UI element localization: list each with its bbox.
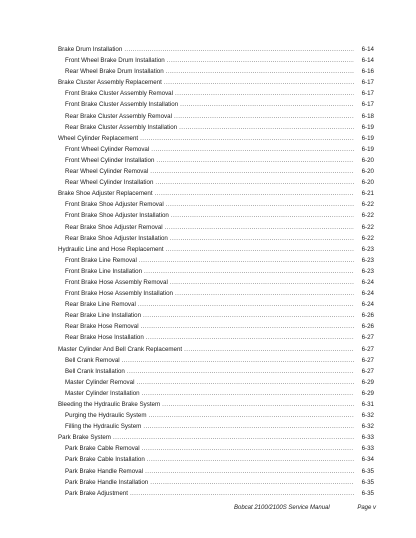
- toc-entry-page: 6-22: [361, 212, 374, 220]
- toc-entry[interactable]: [58, 55, 374, 66]
- toc-dot-leader: [122, 355, 354, 366]
- toc-entry-title: Park Brake Cable Installation: [65, 456, 145, 464]
- toc-entry-title: Master Cylinder Installation: [65, 389, 140, 397]
- toc-entry-title: Rear Brake Cluster Assembly Removal: [65, 112, 172, 120]
- toc-entry-page: 6-29: [361, 378, 374, 386]
- toc-entry-title: Park Brake Handle Installation: [65, 478, 149, 486]
- toc-entry[interactable]: [58, 244, 374, 255]
- toc-entry[interactable]: [58, 77, 374, 88]
- page-footer: [0, 505, 416, 517]
- toc-entry-title: Rear Wheel Brake Drum Installation: [65, 68, 164, 76]
- toc-entry-title: Park Brake Handle Removal: [65, 467, 144, 475]
- toc-dot-leader: [165, 222, 354, 233]
- toc-entry-page: 6-27: [361, 334, 374, 342]
- toc-dot-leader: [144, 266, 354, 277]
- toc-entry-title: Rear Brake Cluster Assembly Installation: [65, 123, 178, 131]
- toc-entry-page: 6-33: [361, 434, 374, 442]
- footer-page-number: Page v: [357, 505, 376, 511]
- toc-entry[interactable]: [58, 310, 374, 321]
- toc-entry[interactable]: [58, 111, 374, 122]
- toc-dot-leader: [145, 466, 354, 477]
- toc-entry[interactable]: [58, 99, 374, 110]
- toc-entry-page: 6-33: [361, 445, 374, 453]
- toc-dot-leader: [151, 144, 354, 155]
- toc-dot-leader: [164, 77, 354, 88]
- toc-entry[interactable]: [58, 366, 374, 377]
- toc-entry-page: 6-17: [361, 79, 374, 87]
- toc-entry-title: Bell Crank Installation: [65, 367, 125, 375]
- toc-entry-title: Front Wheel Brake Drum Installation: [65, 57, 165, 65]
- toc-entry-page: 6-24: [361, 278, 374, 286]
- toc-entry-page: 6-20: [361, 179, 374, 187]
- toc-entry-page: 6-23: [361, 267, 374, 275]
- toc-dot-leader: [142, 443, 354, 454]
- toc-dot-leader: [124, 44, 354, 55]
- toc-entry-title: Rear Wheel Cylinder Installation: [65, 179, 154, 187]
- toc-entry[interactable]: [58, 266, 374, 277]
- toc-entry[interactable]: [58, 233, 374, 244]
- toc-entry-title: Master Cylinder And Bell Crank Replacement: [58, 345, 183, 353]
- toc-entry-page: 6-17: [361, 90, 374, 98]
- toc-entry-title: Hydraulic Line and Hose Replacement: [58, 245, 164, 253]
- toc-dot-leader: [142, 388, 354, 399]
- toc-entry[interactable]: [58, 432, 374, 443]
- toc-entry[interactable]: [58, 466, 374, 477]
- toc-entry[interactable]: [58, 443, 374, 454]
- toc-entry-title: Bleeding the Hydraulic Brake System: [58, 401, 161, 408]
- toc-entry-page: 6-16: [361, 68, 374, 76]
- toc-entry-page: 6-23: [361, 256, 374, 264]
- toc-dot-leader: [130, 488, 354, 499]
- toc-entry-page: 6-27: [361, 356, 374, 364]
- toc-entry[interactable]: [58, 277, 374, 288]
- toc-dot-leader: [162, 399, 354, 410]
- toc-entry[interactable]: [58, 133, 374, 144]
- toc-dot-leader: [170, 277, 354, 288]
- toc-entry-title: Bell Crank Removal: [65, 356, 120, 364]
- toc-entry[interactable]: [58, 332, 374, 343]
- toc-dot-leader: [150, 477, 354, 488]
- toc-entry-title: Front Brake Line Removal: [65, 256, 137, 264]
- toc-dot-leader: [155, 177, 354, 188]
- toc-entry-page: 6-20: [361, 156, 374, 164]
- toc-entry-page: 6-20: [361, 168, 374, 176]
- toc-entry[interactable]: [58, 44, 374, 55]
- toc-entry-page: 6-18: [361, 112, 374, 120]
- toc-entry-title: Purging the Hydraulic System: [65, 412, 147, 420]
- toc-dot-leader: [146, 332, 354, 343]
- toc-dot-leader: [170, 233, 354, 244]
- toc-entry[interactable]: [58, 66, 374, 77]
- toc-entry-title: Rear Brake Hose Installation: [65, 334, 144, 342]
- toc-entry-page: 6-35: [361, 467, 374, 475]
- toc-entry[interactable]: [58, 321, 374, 332]
- toc-entry-title: Front Brake Hose Assembly Removal: [65, 278, 168, 286]
- toc-entry-page: 6-23: [361, 245, 374, 253]
- toc-entry[interactable]: [58, 477, 374, 488]
- toc-entry-page: 6-32: [361, 423, 374, 431]
- toc-entry[interactable]: [58, 344, 374, 355]
- toc-entry[interactable]: [58, 299, 374, 310]
- toc-entry[interactable]: [58, 388, 374, 399]
- toc-entry[interactable]: [58, 155, 374, 166]
- toc-dot-leader: [140, 133, 354, 144]
- toc-entry-page: 6-19: [361, 123, 374, 131]
- toc-dot-leader: [138, 299, 354, 310]
- toc-dot-leader: [166, 66, 354, 77]
- toc-entry-page: 6-19: [361, 134, 374, 142]
- toc-entry[interactable]: [58, 177, 374, 188]
- toc-entry[interactable]: [58, 288, 374, 299]
- toc-entry-page: 6-26: [361, 323, 374, 331]
- toc-entry-title: Front Brake Cluster Assembly Installation: [65, 101, 179, 109]
- toc-dot-leader: [167, 55, 354, 66]
- toc-entry[interactable]: [58, 88, 374, 99]
- toc-entry-title: Brake Shoe Adjuster Replacement: [58, 190, 153, 198]
- toc-entry-page: 6-24: [361, 290, 374, 298]
- toc-entry-title: Park Brake Cable Removal: [65, 445, 140, 453]
- toc-entry-page: 6-27: [361, 345, 374, 353]
- toc-dot-leader: [143, 310, 354, 321]
- toc-entry-page: 6-29: [361, 389, 374, 397]
- toc-dot-leader: [147, 454, 354, 465]
- toc-entry-page: 6-22: [361, 223, 374, 231]
- toc-entry-page: 6-17: [361, 101, 374, 109]
- toc-entry-title: Front Wheel Cylinder Installation: [65, 156, 155, 164]
- toc-dot-leader: [150, 166, 354, 177]
- toc-entry-page: 6-32: [361, 412, 374, 420]
- toc-dot-leader: [175, 288, 354, 299]
- toc-entry[interactable]: [58, 222, 374, 233]
- toc-entry-title: Rear Wheel Cylinder Removal: [65, 168, 149, 176]
- toc-dot-leader: [166, 199, 354, 210]
- toc-entry-title: Brake Cluster Assembly Replacement: [58, 79, 162, 87]
- toc-dot-leader: [166, 244, 354, 255]
- toc-entry-page: 6-26: [361, 312, 374, 320]
- toc-dot-leader: [139, 255, 354, 266]
- toc-dot-leader: [156, 155, 354, 166]
- toc-dot-leader: [127, 366, 354, 377]
- toc-dot-leader: [180, 99, 354, 110]
- toc-entry-page: 6-21: [361, 190, 374, 198]
- toc-entry[interactable]: [58, 255, 374, 266]
- toc-dot-leader: [155, 188, 354, 199]
- toc-entry-title: Brake Drum Installation: [58, 46, 123, 53]
- toc-entry[interactable]: [58, 188, 374, 199]
- toc-entry-title: Front Brake Line Installation: [65, 267, 143, 275]
- toc-entry[interactable]: [58, 199, 374, 210]
- toc-entry[interactable]: [58, 355, 374, 366]
- toc-dot-leader: [175, 88, 354, 99]
- toc-entry-title: Rear Brake Hose Removal: [65, 323, 139, 331]
- toc-entry-title: Park Brake Adjustment: [65, 489, 128, 497]
- toc-dot-leader: [143, 421, 354, 432]
- toc-dot-leader: [136, 377, 354, 388]
- toc-entry[interactable]: [58, 122, 374, 133]
- toc-entry[interactable]: [58, 210, 374, 221]
- toc-entry-title: Filling the Hydraulic System: [65, 423, 142, 431]
- toc-entry-page: 6-27: [361, 367, 374, 375]
- toc-entry-page: 6-24: [361, 301, 374, 309]
- toc-dot-leader: [141, 321, 354, 332]
- toc-dot-leader: [174, 111, 354, 122]
- toc-entry[interactable]: [58, 421, 374, 432]
- toc-entry-page: 6-22: [361, 234, 374, 242]
- toc-entry-page: 6-22: [361, 201, 374, 209]
- toc-entry-title: Rear Brake Shoe Adjuster Installation: [65, 234, 168, 242]
- toc-entry-page: 6-35: [361, 478, 374, 486]
- toc-entry[interactable]: [58, 488, 374, 499]
- toc-entry[interactable]: [58, 144, 374, 155]
- toc-entry[interactable]: [58, 399, 374, 410]
- footer-manual-title: Bobcat 2100/2100S Service Manual: [234, 505, 330, 511]
- toc-entry-title: Rear Brake Shoe Adjuster Removal: [65, 223, 163, 231]
- toc-entry-page: 6-34: [361, 456, 374, 464]
- toc-dot-leader: [113, 432, 354, 443]
- toc-entry-title: Rear Brake Line Installation: [65, 312, 142, 320]
- toc-entry[interactable]: [58, 410, 374, 421]
- toc-entry-page: 6-19: [361, 145, 374, 153]
- toc-entry-title: Front Wheel Cylinder Removal: [65, 145, 150, 153]
- toc-dot-leader: [179, 122, 354, 133]
- toc-entry-title: Front Brake Cluster Assembly Removal: [65, 90, 173, 98]
- toc-dot-leader: [171, 210, 354, 221]
- toc-entry-title: Master Cylinder Removal: [65, 378, 135, 386]
- toc-entry[interactable]: [58, 377, 374, 388]
- toc-entry-title: Wheel Cylinder Replacement: [58, 134, 139, 142]
- toc-entry-title: Rear Brake Line Removal: [65, 301, 136, 309]
- toc-entry-title: Front Brake Shoe Adjuster Removal: [65, 201, 164, 209]
- toc-entry-title: Front Brake Hose Assembly Installation: [65, 290, 173, 298]
- toc-entry-page: 6-31: [361, 401, 374, 408]
- toc-entry-title: Park Brake System: [58, 434, 111, 442]
- toc-entry-title: Front Brake Shoe Adjuster Installation: [65, 212, 169, 220]
- toc-entry[interactable]: [58, 454, 374, 465]
- table-of-contents: [58, 44, 374, 499]
- toc-dot-leader: [184, 344, 354, 355]
- toc-dot-leader: [149, 410, 354, 421]
- toc-entry-page: 6-14: [361, 57, 374, 65]
- toc-entry-page: 6-14: [361, 46, 374, 53]
- toc-entry[interactable]: [58, 166, 374, 177]
- toc-entry-page: 6-35: [361, 489, 374, 497]
